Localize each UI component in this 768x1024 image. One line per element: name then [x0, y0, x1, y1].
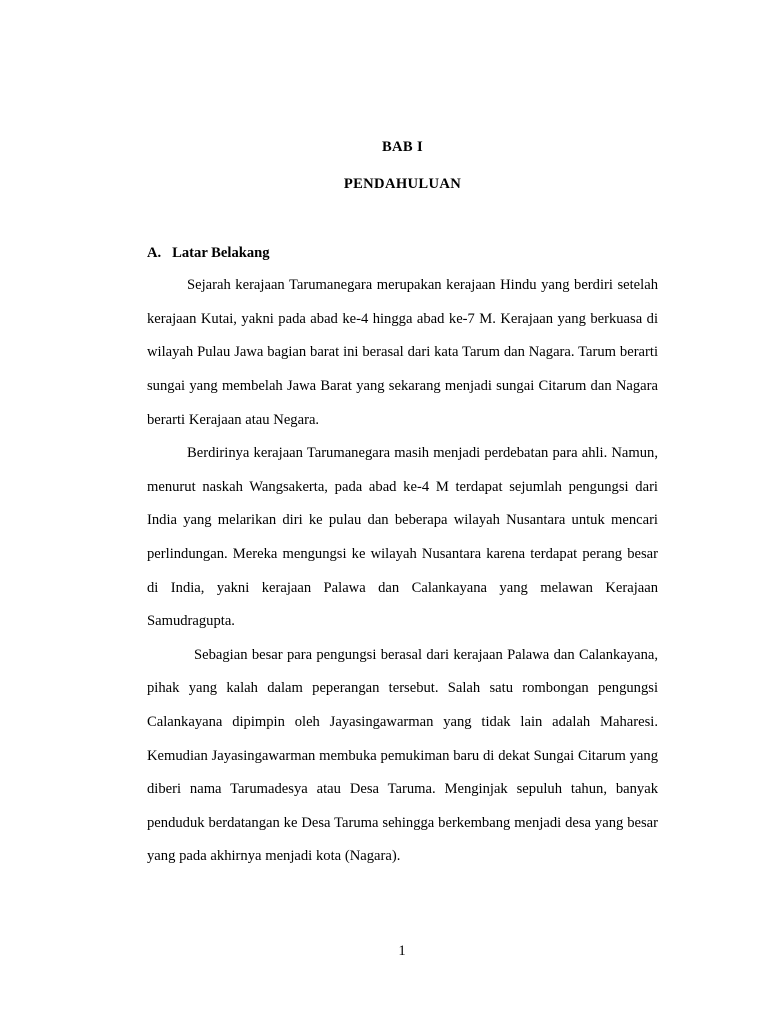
paragraph-2: Berdirinya kerajaan Tarumanegara masih menjadi perdebatan para ahli. Namun, menurut naskah Wangsakerta, pada abad ke-4 M terdapat sejumlah pengungsi dari India yang melarikan diri ke pulau dan beberapa wilayah Nusantara untuk mencari perlindungan. Mereka mengungsi ke wilayah Nusantara karena terdapat perang besar di India, yakni kerajaan Palawa dan Calankayana yang melawan Kerajaan Samudragupta.	[147, 445, 658, 630]
page-number-value: 1	[398, 943, 406, 959]
page-number-footer	[0, 944, 768, 959]
section-heading-latar-belakang: A. Latar Belakang	[147, 244, 270, 261]
chapter-number-heading: BAB I	[381, 139, 424, 155]
paragraph-1: Sejarah kerajaan Tarumanegara merupakan kerajaan Hindu yang berdiri setelah kerajaan Kutai, yakni pada abad ke-4 hingga abad ke-7 M. Kerajaan yang berkuasa di wilayah Pulau Jawa bagian barat ini berasal dari kata Tarum dan Nagara. Tarum berarti sungai yang membelah Jawa Barat yang sekarang menjadi sungai Citarum dan Nagara berarti Kerajaan atau Negara.	[147, 277, 658, 428]
chapter-title-heading: PENDAHULUAN	[343, 176, 462, 193]
page-content	[147, 0, 658, 874]
paragraph-3: Sebagian besar para pengungsi berasal dari kerajaan Palawa dan Calankayana, pihak yang kalah dalam peperangan tersebut. Salah satu rombongan pengungsi Calankayana dipimpin oleh Jayasingawarman yang tidak lain adalah Maharesi. Kemudian Jayasingawarman membuka pemukiman baru di dekat Sungai Citarum yang diberi nama Tarumadesya atau Desa Taruma. Menginjak sepuluh tahun, banyak penduduk berdatangan ke Desa Taruma sehingga berkembang menjadi desa yang besar yang pada akhirnya menjadi kota (Nagara).	[147, 646, 658, 865]
